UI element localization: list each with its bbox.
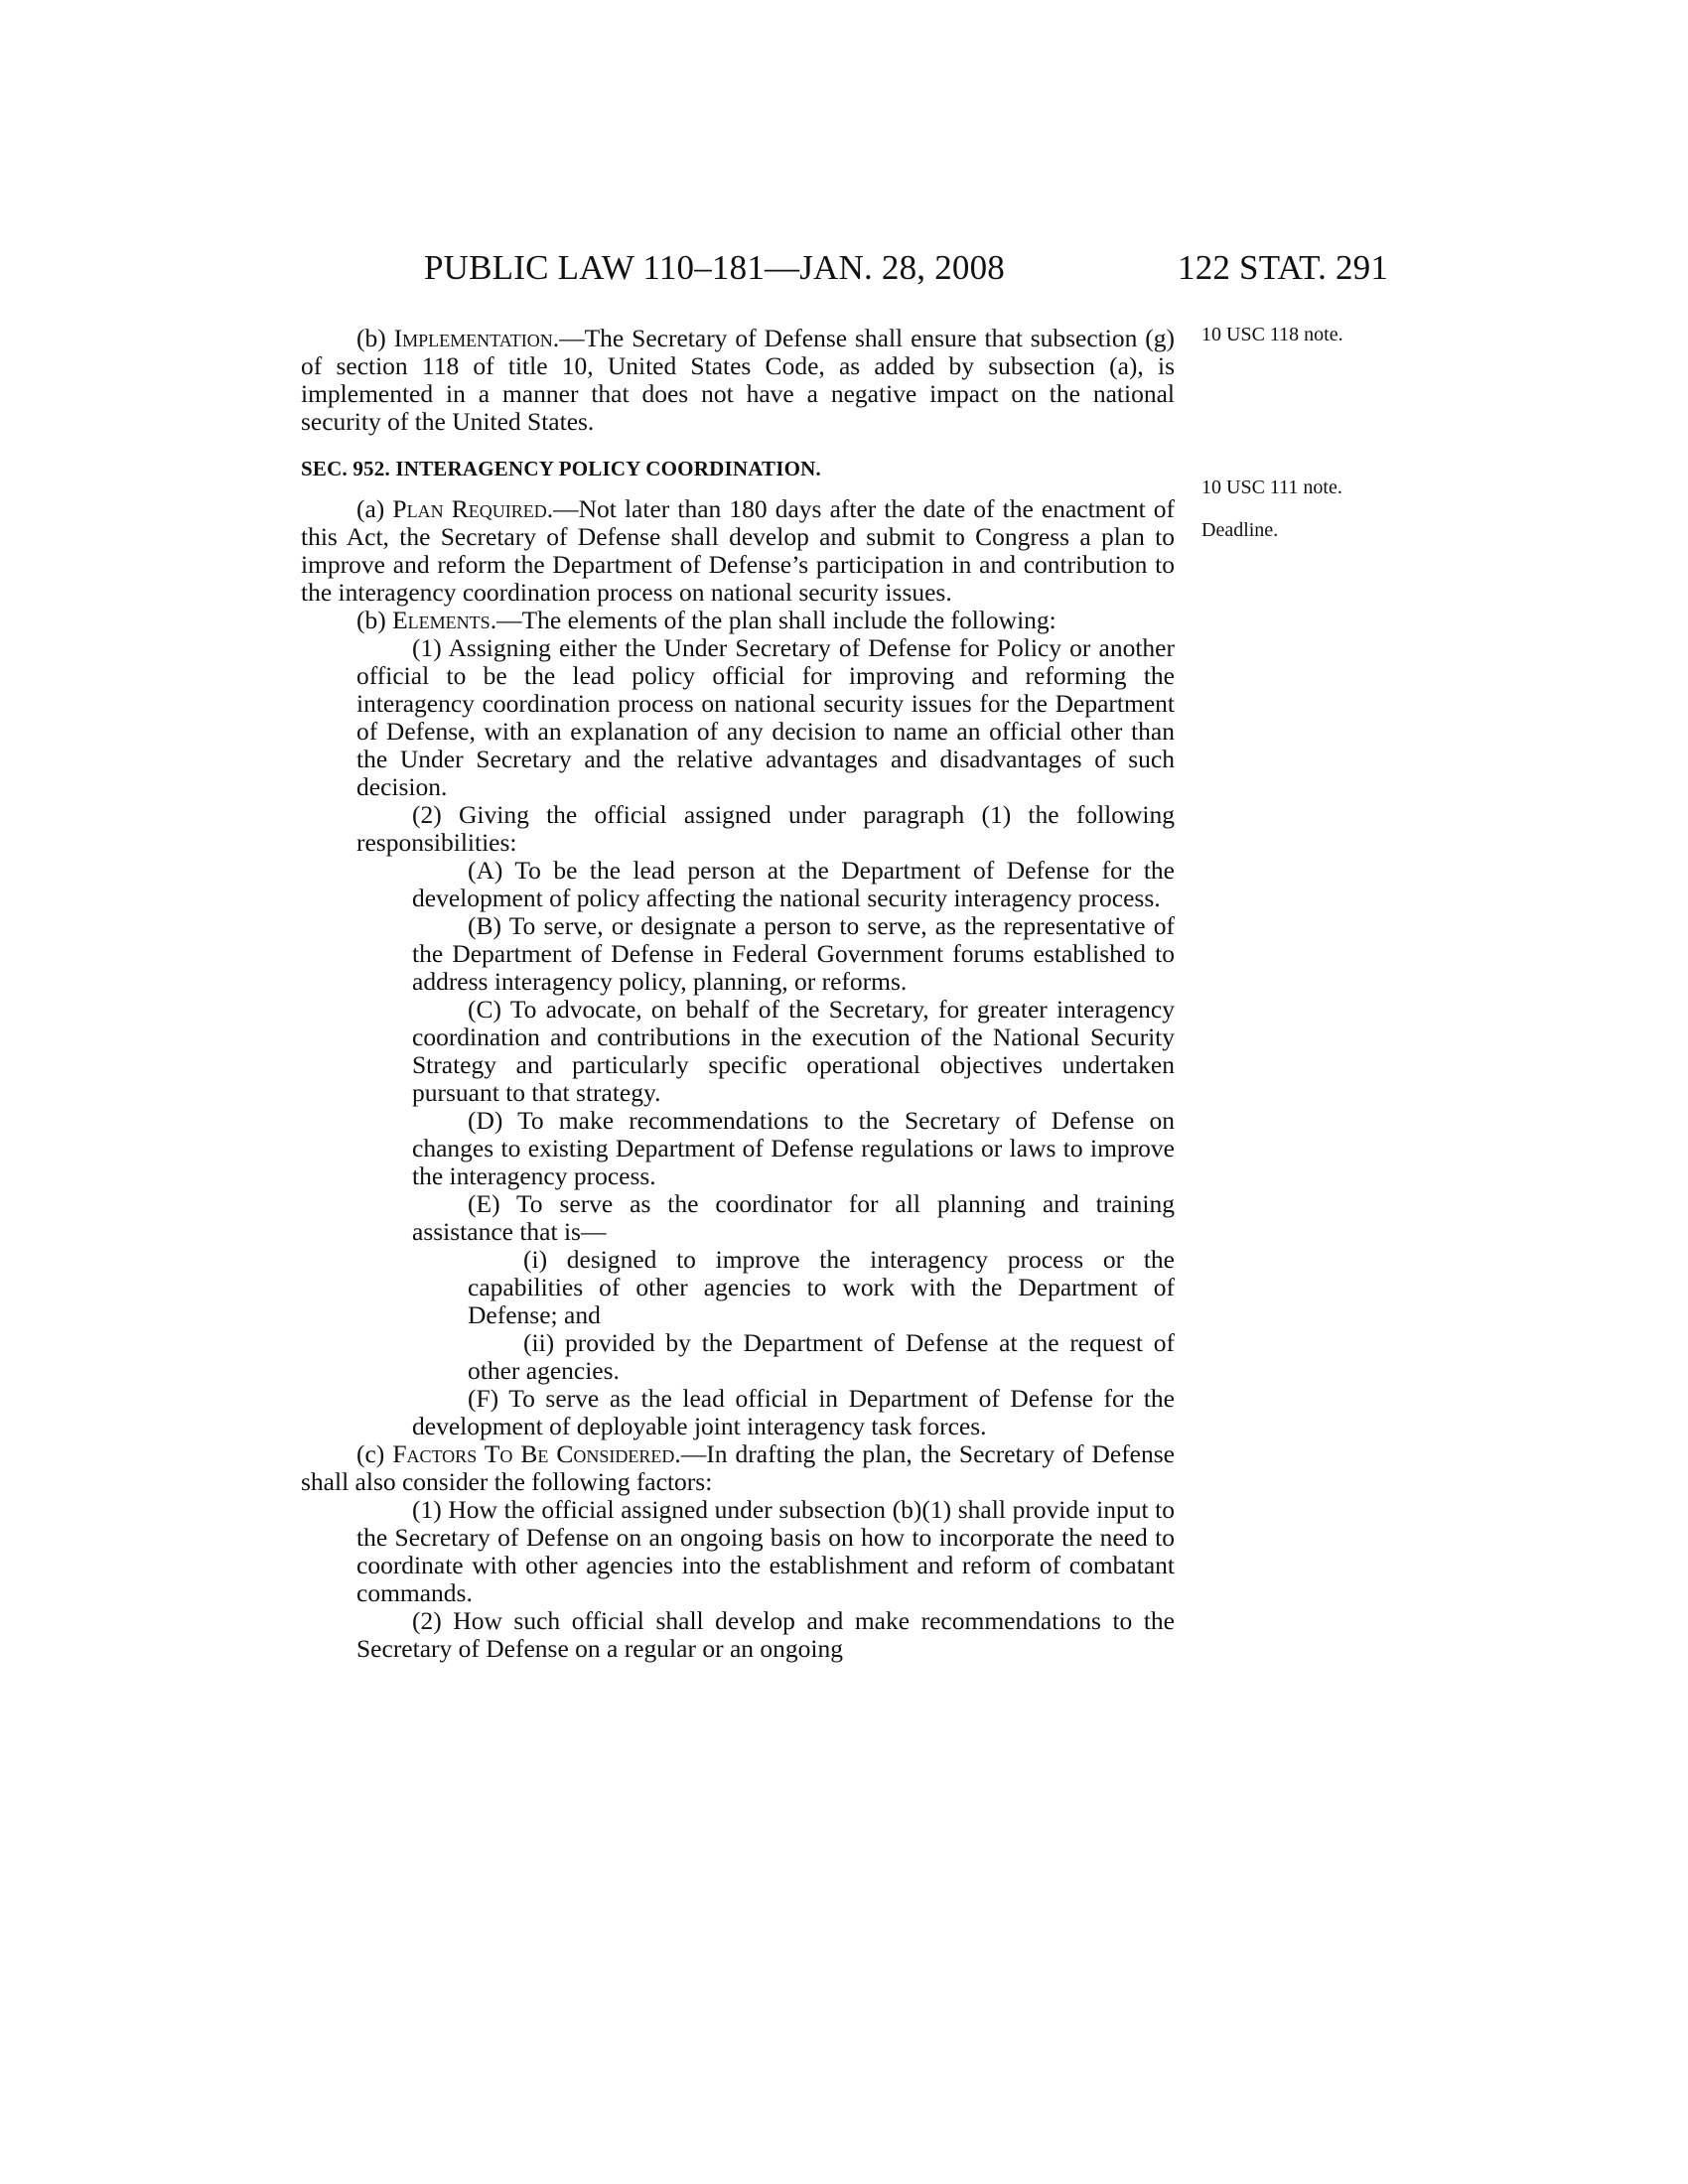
section-heading: SEC. 952. INTERAGENCY POLICY COORDINATION. [301,457,821,480]
subsection-caption: Implementation [393,324,553,352]
subsection-caption: Factors To Be Considered [392,1439,675,1468]
subsection-lead: (a) [356,494,393,523]
subsection-text: .—In drafting the plan, the Secretary of Defense shall also consider the following factors: [301,1439,1175,1496]
subsection-caption: Elements [392,606,491,634]
clause-E-i: (i) designed to improve the interagency process or the capabilities of other agencies to work with the Department of Defense; and [468,1245,1175,1329]
paragraph-c-2: (2) How such official shall develop and make recommendations to the Secretary of Defense on a regular or an ongoing [356,1606,1175,1663]
subsection-text: .—The elements of the plan shall include the following: [490,606,1056,634]
subparagraph-D: (D) To make recommendations to the Secretary of Defense on changes to existing Department of Defense regulations or laws to improve the interagency process. [412,1106,1175,1190]
subparagraph-C: (C) To advocate, on behalf of the Secretary, for greater interagency coordination and contributions in the execution of the National Security Strategy and particularly specific operational objectives undertaken pursuant to that strategy. [412,995,1175,1107]
subsection-text: .—The Secretary of Defense shall ensure that subsection (g) of section 118 of title 10, United States Code, as added by subsection (a), is implemented in a manner that does not have a negative impact on the national security of the United States. [301,324,1176,436]
subsection-a [301,495,1175,607]
subsection-c [301,1440,1175,1496]
subsection-lead: (b) [356,324,394,352]
subparagraph-F: (F) To serve as the lead official in Department of Defense for the development of deployable joint interagency task forces. [412,1384,1175,1440]
margin-note-10-usc-118: 10 USC 118 note. [1201,324,1343,345]
margin-note-deadline: Deadline. [1201,519,1279,541]
running-head-stat-page: 122 STAT. 291 [1178,248,1389,287]
paragraph-b-2: (2) Giving the official assigned under paragraph (1) the following responsibilities: [356,800,1175,857]
subsection-caption: Plan Required [392,494,547,523]
body-text [301,325,1175,1663]
subparagraph-B: (B) To serve, or designate a person to serve, as the representative of the Department of Defense in Federal Government forums established to address interagency policy, planning, or reforms. [412,911,1175,996]
running-head-title: PUBLIC LAW 110–181—JAN. 28, 2008 [424,248,1005,287]
subsection-951-b [301,325,1175,436]
paragraph-b-1: (1) Assigning either the Under Secretary of Defense for Policy or another official to be the lead policy official for improving and reforming the interagency coordination process on national security issues for the Department of Defense, with an explanation of any decision to name an official other than the Under Secretary and the relative advantages and disadvantages of such decision. [356,633,1175,801]
clause-E-ii: (ii) provided by the Department of Defense at the request of other agencies. [468,1328,1175,1385]
subsection-text: .—Not later than 180 days after the date of the enactment of this Act, the Secretary of Defense shall develop and submit to Congress a plan to improve and reform the Department of Defense’s participation in and contribution to the interagency coordination process on national security issues. [301,494,1176,607]
margin-note-10-usc-111: 10 USC 111 note. [1201,477,1342,498]
subsection-lead: (c) [356,1439,393,1468]
paragraph-c-1: (1) How the official assigned under subsection (b)(1) shall provide input to the Secretary of Defense on an ongoing basis on how to incorporate the need to coordinate with other agencies into the establishment and reform of combatant commands. [356,1495,1175,1607]
subsection-b [301,607,1175,634]
subsection-lead: (b) [356,606,393,634]
subparagraph-E: (E) To serve as the coordinator for all planning and training assistance that is— [412,1189,1175,1246]
subparagraph-A: (A) To be the lead person at the Department of Defense for the development of policy affecting the national security interagency process. [412,856,1175,912]
